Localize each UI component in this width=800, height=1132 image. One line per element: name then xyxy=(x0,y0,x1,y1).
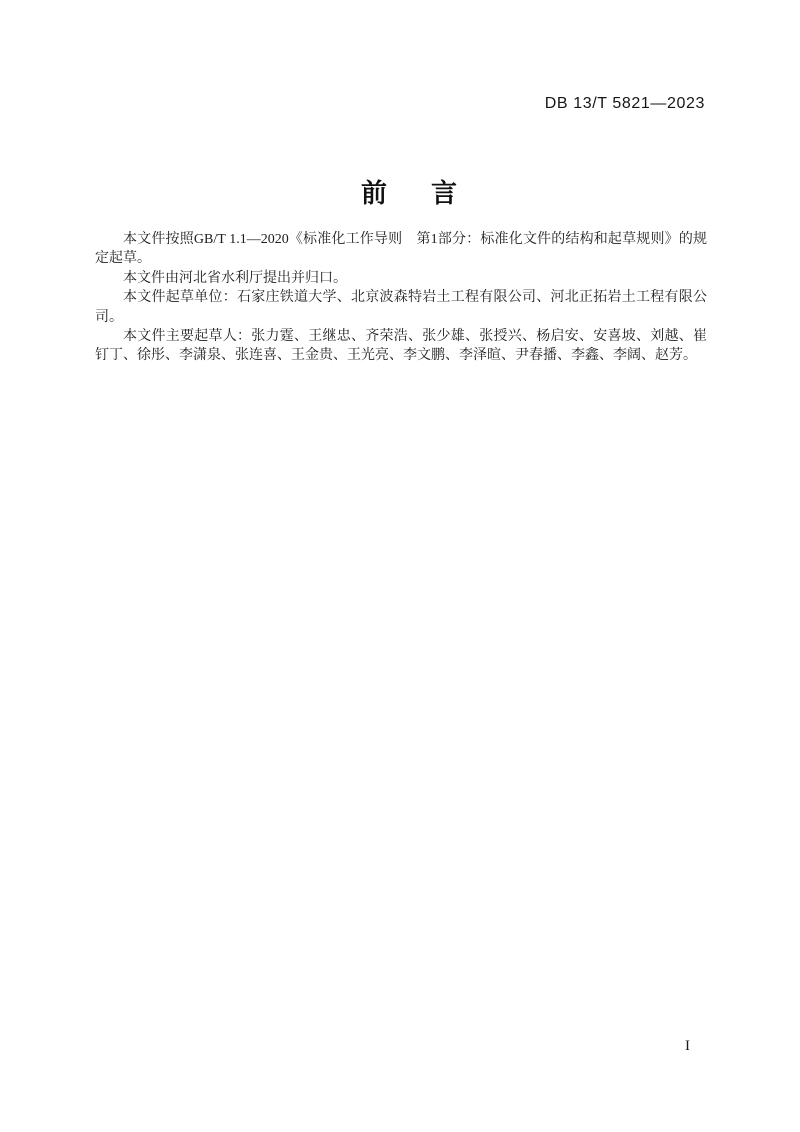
foreword-title-char-1: 前 xyxy=(360,178,387,208)
foreword-title xyxy=(95,177,707,209)
foreword-body xyxy=(95,230,707,366)
standard-number: DB 13/T 5821—2023 xyxy=(544,95,705,112)
paragraph-drafting-organizations: 本文件起草单位：石家庄铁道大学、北京波森特岩土工程有限公司、河北正拓岩土工程有限公司。 xyxy=(95,290,707,325)
paragraph-basis: 本文件按照GB/T 1.1—2020《标准化工作导则 第1部分：标准化文件的结构和起草规则》的规定起草。 xyxy=(95,232,707,267)
paragraph-proposer: 本文件由河北省水利厅提出并归口。 xyxy=(123,270,347,286)
foreword-title-char-2: 言 xyxy=(431,178,458,208)
page-number: I xyxy=(685,1038,690,1054)
paragraph-drafters: 本文件主要起草人：张力霆、王继忠、齐荣浩、张少雄、张授兴、杨启安、安喜坡、刘越、崔钉丁、徐彤、李潇泉、张连喜、王金贵、王光亮、李文鹏、李泽暄、尹春播、李鑫、李阔、赵芳。 xyxy=(95,329,707,364)
